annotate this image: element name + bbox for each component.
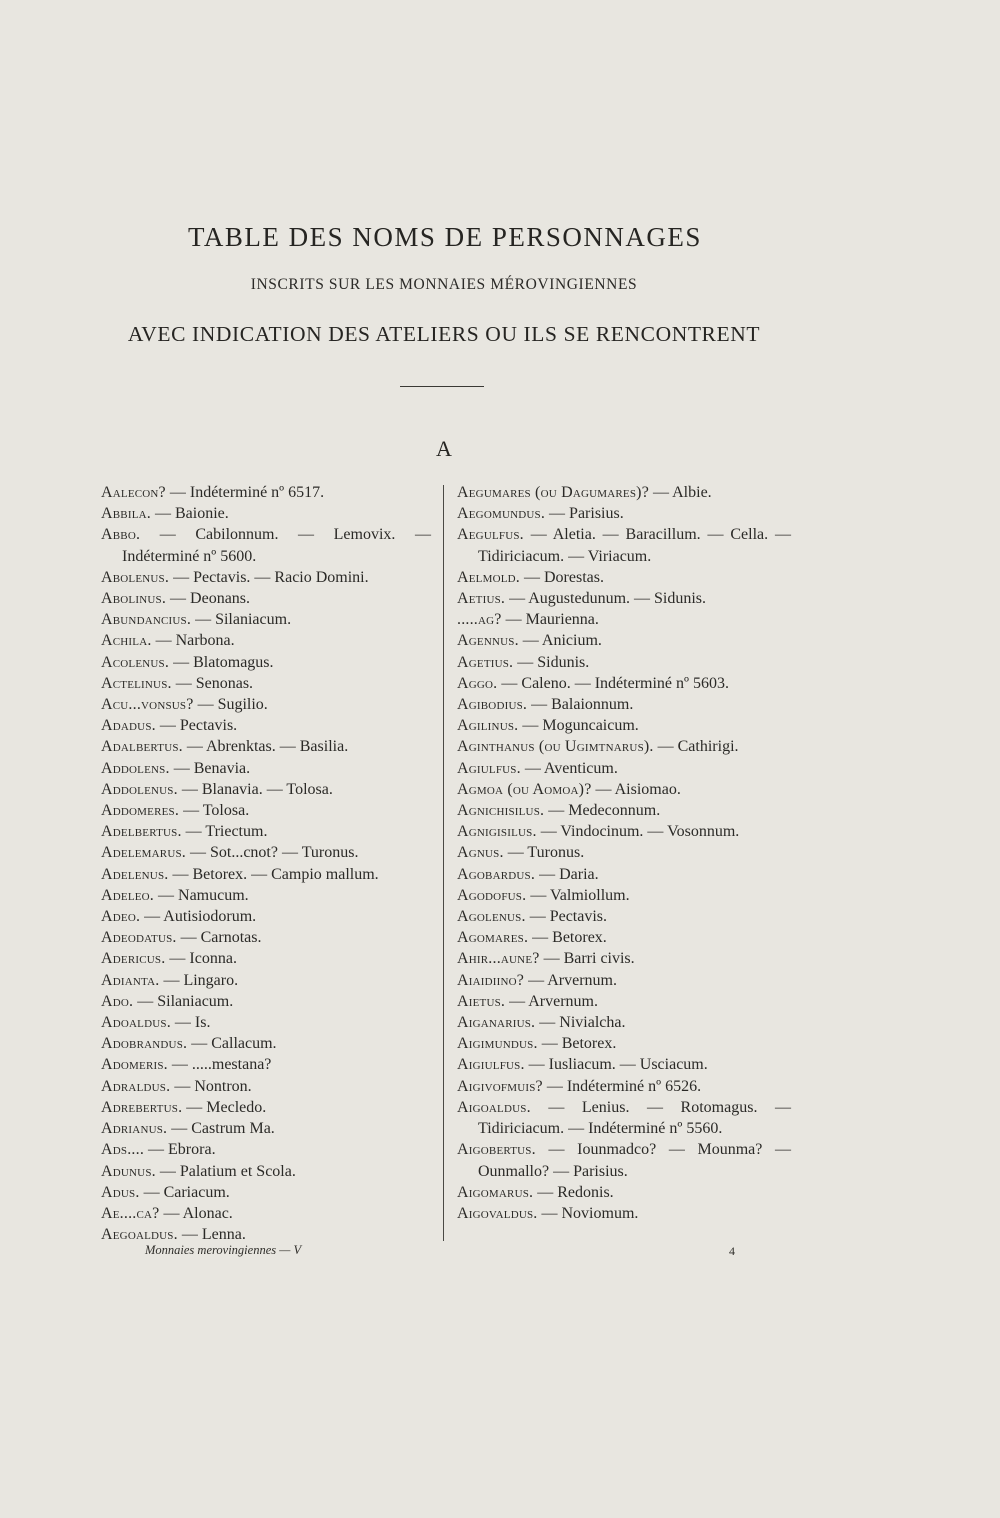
index-entry: [457, 567, 791, 588]
index-entry: [457, 927, 791, 948]
entry-name: Agnigisilus.: [457, 823, 537, 841]
entry-name: Adalbertus.: [101, 738, 183, 756]
index-entry: [457, 1182, 791, 1203]
entry-name: Abbo.: [101, 526, 141, 544]
index-entry: [101, 991, 431, 1012]
entry-mints: — Cabilonnum. — Lemovix. — Indéterminé nº 5600.: [122, 526, 431, 565]
entry-mints: — Indéterminé nº 6517.: [165, 484, 325, 501]
entry-mints: — Alonac.: [159, 1204, 233, 1222]
index-entry: [101, 630, 431, 651]
index-entry: [457, 906, 791, 927]
entry-mints: — Sugilio.: [193, 696, 268, 714]
entry-name: Aietus.: [457, 992, 506, 1010]
entry-mints: — Namucum.: [154, 886, 249, 904]
entry-name: Adobrandus.: [101, 1035, 188, 1053]
index-entry: [101, 779, 431, 800]
index-entry: [101, 821, 431, 842]
entry-mints: — Carnotas.: [176, 929, 262, 947]
entry-name: Aigiulfus.: [457, 1056, 525, 1074]
index-entry: [101, 1161, 431, 1182]
index-entry: [457, 715, 791, 736]
entry-name: Ado.: [101, 992, 134, 1010]
index-entry: [101, 927, 431, 948]
entry-mints: — Tolosa.: [179, 802, 250, 820]
index-entry: [101, 524, 431, 566]
index-entry: [457, 1076, 791, 1097]
entry-mints: — Barri civis.: [539, 950, 635, 968]
entry-mints: — Betorex. — Campio mallum.: [168, 865, 379, 883]
entry-mints: — Caleno. — Indéterminé nº 5603.: [497, 674, 729, 692]
entry-name: Agennus.: [457, 632, 519, 650]
entry-name: Aegomundus.: [457, 505, 546, 523]
index-entry: [457, 948, 791, 969]
index-entry: [457, 588, 791, 609]
entry-mints: — Arvernum.: [505, 992, 598, 1010]
entry-mints: — Blanavia. — Tolosa.: [177, 780, 333, 798]
index-entry: [457, 991, 791, 1012]
footer-signature-number: 4: [729, 1244, 735, 1258]
footer-signature: Monnaies merovingiennes — V: [145, 1243, 302, 1257]
index-entry: [101, 948, 431, 969]
index-entry: [457, 609, 791, 630]
entry-name: Agibodius.: [457, 696, 528, 714]
entry-name: Abbila.: [101, 505, 151, 523]
index-entry: [101, 694, 431, 715]
index-entry: [101, 1033, 431, 1054]
entry-mints: — Baionie.: [150, 505, 229, 523]
entry-name: Aigobertus.: [457, 1141, 536, 1159]
right-column: [457, 482, 791, 1224]
entry-name: Addolens.: [101, 759, 170, 777]
page-subtitle-2: AVEC INDICATION DES ATELIERS OU ILS SE RENCONTRENT: [127, 322, 761, 346]
entry-mints: — Lenna.: [177, 1226, 246, 1244]
index-entry: [101, 567, 431, 588]
entry-mints: — Nontron.: [170, 1077, 252, 1095]
index-entry: [101, 482, 431, 503]
entry-name: Adelbertus.: [101, 823, 182, 841]
entry-name: Aigivofmuis?: [457, 1077, 543, 1095]
entry-mints: — Autisiodorum.: [140, 908, 257, 926]
index-entry: [101, 758, 431, 779]
index-entry: [457, 1203, 791, 1224]
entry-mints: — Sidunis.: [513, 653, 590, 671]
index-entry: [101, 1203, 431, 1224]
entry-name: Agilinus.: [457, 717, 519, 735]
index-entry: [101, 1118, 431, 1139]
index-entry: [457, 1139, 791, 1181]
entry-mints: — Turonus.: [503, 844, 585, 862]
entry-name: Adelemarus.: [101, 844, 186, 862]
entry-name: Agetius.: [457, 653, 514, 671]
index-entry: [101, 736, 431, 757]
index-entry: [101, 970, 431, 991]
entry-mints: — Valmiollum.: [526, 886, 630, 904]
entry-name: Aigovaldus.: [457, 1204, 538, 1222]
entry-name: Ads....: [101, 1141, 145, 1159]
index-entry: [101, 652, 431, 673]
index-entry: [457, 1097, 791, 1139]
column-divider: [443, 485, 444, 1241]
entry-mints: — Nivialcha.: [535, 1014, 626, 1032]
entry-mints: — Senonas.: [171, 674, 254, 692]
index-entry: [457, 736, 791, 757]
entry-mints: — Arvernum.: [524, 971, 617, 989]
entry-mints: — Pectavis.: [155, 717, 238, 735]
entry-name: Abolinus.: [101, 590, 167, 608]
index-entry: [457, 524, 791, 566]
entry-name: Adomeris.: [101, 1056, 168, 1074]
entry-name: Ae....ca?: [101, 1204, 160, 1222]
entry-mints: — Narbona.: [151, 632, 235, 650]
entry-name: Aiganarius.: [457, 1014, 536, 1032]
index-entry: [101, 885, 431, 906]
entry-name: Adeodatus.: [101, 929, 177, 947]
entry-name: Adadus.: [101, 717, 156, 735]
entry-mints: — Moguncaicum.: [518, 717, 639, 735]
index-entry: [101, 673, 431, 694]
entry-mints: — Pectavis.: [525, 908, 608, 926]
entry-name: Aegulfus.: [457, 526, 524, 544]
entry-name: Aalecon?: [101, 484, 166, 501]
index-entry: [101, 609, 431, 630]
entry-name: Adunus.: [101, 1162, 156, 1180]
entry-mints: — Medeconnum.: [544, 802, 661, 820]
entry-name: Aetius.: [457, 590, 506, 608]
index-entry: [101, 1012, 431, 1033]
entry-mints: — Dorestas.: [519, 568, 604, 586]
entry-mints: — Parisius.: [545, 505, 624, 523]
index-entry: [101, 588, 431, 609]
entry-mints: — Cathirigi.: [653, 738, 739, 756]
index-entry: [457, 630, 791, 651]
index-entry: [101, 842, 431, 863]
entry-mints: — Iusliacum. — Usciacum.: [524, 1056, 708, 1074]
index-entry: [101, 1054, 431, 1075]
entry-mints: — Sot...cnot? — Turonus.: [185, 844, 359, 862]
title-rule: [400, 386, 484, 387]
index-entry: [457, 694, 791, 715]
entry-mints: — Pectavis. — Racio Domini.: [169, 568, 369, 586]
entry-name: Adrebertus.: [101, 1098, 183, 1116]
entry-name: Agobardus.: [457, 865, 536, 883]
entry-mints: — Balaionnum.: [527, 696, 634, 714]
index-entry: [457, 673, 791, 694]
entry-name: Adus.: [101, 1183, 140, 1201]
entry-name: Adrianus.: [101, 1120, 168, 1138]
entry-mints: — Iounmadco? — Mounma? — Ounmallo? — Parisius.: [478, 1141, 791, 1180]
entry-mints: — Maurienna.: [501, 611, 599, 629]
entry-mints: — Noviomum.: [537, 1204, 639, 1222]
index-entry: [457, 1033, 791, 1054]
entry-mints: — Iconna.: [165, 950, 237, 968]
entry-mints: — Callacum.: [187, 1035, 277, 1053]
entry-mints: — Silaniacum.: [191, 611, 292, 629]
entry-name: Acu...vonsus?: [101, 696, 194, 714]
entry-name: Aiaidiino?: [457, 971, 525, 989]
entry-name: Aigomarus.: [457, 1183, 534, 1201]
entry-mints: — Aisiomao.: [591, 780, 681, 798]
entry-mints: — Redonis.: [533, 1183, 614, 1201]
entry-mints: — Triectum.: [181, 823, 268, 841]
entry-mints: — Aventicum.: [520, 759, 618, 777]
index-entry: [457, 864, 791, 885]
entry-mints: — Palatium et Scola.: [155, 1162, 296, 1180]
index-entry: [457, 503, 791, 524]
entry-name: Abolenus.: [101, 568, 170, 586]
entry-mints: — Albie.: [649, 484, 712, 501]
page-subtitle: INSCRITS SUR LES MONNAIES MÉROVINGIENNES: [250, 276, 638, 293]
entry-mints: — .....mestana?: [167, 1056, 272, 1074]
entry-name: Agiulfus.: [457, 759, 521, 777]
entry-mints: — Betorex.: [528, 929, 607, 947]
entry-name: Adelenus.: [101, 865, 169, 883]
entry-mints: — Abrenktas. — Basilia.: [182, 738, 349, 756]
entry-mints: — Lenius. — Rotomagus. — Tidiriciacum. — Indéterminé nº 5560.: [478, 1098, 791, 1138]
entry-name: Achila.: [101, 632, 152, 650]
index-entry: [101, 864, 431, 885]
entry-name: Agnichisilus.: [457, 802, 545, 820]
index-entry: [457, 652, 791, 673]
entry-mints: — Mecledo.: [182, 1098, 267, 1116]
entry-name: Adeo.: [101, 908, 141, 926]
entry-mints: — Is.: [170, 1014, 211, 1032]
section-letter: A: [436, 436, 452, 461]
index-entry: [457, 800, 791, 821]
entry-mints: — Augustedunum. — Sidunis.: [505, 590, 707, 608]
entry-name: Aelmold.: [457, 568, 520, 586]
entry-name: Aginthanus (ou Ugimtnarus).: [457, 738, 654, 756]
left-column: [101, 482, 431, 1245]
entry-mints: — Vindocinum. — Vosonnum.: [536, 823, 740, 841]
entry-mints: — Ebrora.: [144, 1141, 216, 1159]
entry-name: Ahir...aune?: [457, 950, 540, 968]
entry-mints: — Daria.: [535, 865, 599, 883]
entry-mints: — Anicium.: [518, 632, 602, 650]
entry-mints: — Aletia. — Baracillum. — Cella. — Tidiriciacum. — Viriacum.: [478, 526, 791, 565]
entry-mints: — Lingaro.: [159, 971, 239, 989]
entry-mints: — Benavia.: [169, 759, 251, 777]
index-entry: [101, 800, 431, 821]
entry-name: Aegoaldus.: [101, 1226, 178, 1244]
entry-name: Adianta.: [101, 971, 160, 989]
entry-name: Aegumares (ou Dagumares)?: [457, 484, 649, 501]
entry-mints: — Silaniacum.: [133, 992, 234, 1010]
index-entry: [457, 821, 791, 842]
index-entry: [101, 1097, 431, 1118]
entry-name: Addolenus.: [101, 780, 178, 798]
index-entry: [101, 1076, 431, 1097]
entry-mints: — Indéterminé nº 6526.: [542, 1077, 702, 1095]
entry-name: .....ag?: [457, 611, 502, 629]
entry-name: Agnus.: [457, 844, 504, 862]
entry-name: Adraldus.: [101, 1077, 171, 1095]
page-title: TABLE DES NOMS DE PERSONNAGES: [188, 222, 702, 252]
index-entry: [457, 779, 791, 800]
entry-mints: — Betorex.: [537, 1035, 617, 1053]
index-entry: [457, 758, 791, 779]
index-entry: [101, 503, 431, 524]
index-entry: [101, 1139, 431, 1160]
entry-name: Aigimundus.: [457, 1035, 538, 1053]
index-entry: [457, 885, 791, 906]
entry-name: Actelinus.: [101, 674, 172, 692]
index-entry: [457, 1012, 791, 1033]
index-entry: [457, 1054, 791, 1075]
entry-name: Agodofus.: [457, 886, 527, 904]
index-entry: [101, 715, 431, 736]
entry-name: Aigoaldus.: [457, 1098, 531, 1116]
entry-name: Addomeres.: [101, 802, 180, 820]
index-entry: [457, 482, 791, 503]
entry-mints: — Blatomagus.: [169, 653, 274, 671]
entry-mints: — Castrum Ma.: [167, 1120, 275, 1138]
entry-name: Agomares.: [457, 929, 529, 947]
entry-name: Adoaldus.: [101, 1014, 171, 1032]
index-entry: [101, 1182, 431, 1203]
index-entry: [457, 842, 791, 863]
index-entry: [101, 906, 431, 927]
entry-name: Adeleo.: [101, 886, 155, 904]
entry-name: Agolenus.: [457, 908, 526, 926]
entry-mints: — Cariacum.: [139, 1183, 230, 1201]
entry-name: Acolenus.: [101, 653, 170, 671]
entry-name: Aggo.: [457, 674, 498, 692]
index-entry: [457, 970, 791, 991]
entry-name: Agmoa (ou Aomoa)?: [457, 780, 592, 798]
entry-name: Abundancius.: [101, 611, 192, 629]
entry-name: Adericus.: [101, 950, 166, 968]
entry-mints: — Deonans.: [166, 590, 251, 608]
